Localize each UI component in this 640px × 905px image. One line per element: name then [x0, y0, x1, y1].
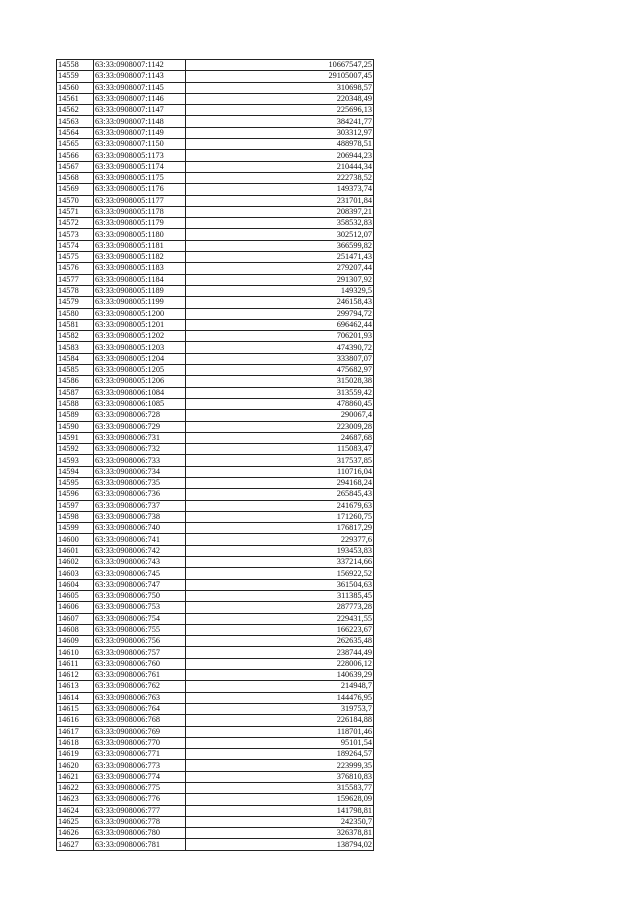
- value-cell: 474390,72: [186, 342, 374, 353]
- value-cell: 238744,49: [186, 647, 374, 658]
- value-cell: 193453,83: [186, 545, 374, 556]
- value-cell: 475682,97: [186, 365, 374, 376]
- value-cell: 279207,44: [186, 263, 374, 274]
- table-row: [57, 760, 374, 771]
- table-row: [57, 240, 374, 251]
- row-number-cell: 14617: [57, 726, 94, 737]
- table-row: [57, 353, 374, 364]
- row-number-cell: 14610: [57, 647, 94, 658]
- cadastral-number-cell: 63:33:0908006:768: [94, 715, 186, 726]
- value-cell: 149373,74: [186, 184, 374, 195]
- table-row: [57, 828, 374, 839]
- value-cell: 311385,45: [186, 590, 374, 601]
- row-number-cell: 14577: [57, 274, 94, 285]
- value-cell: 299794,72: [186, 308, 374, 319]
- value-cell: 294168,24: [186, 477, 374, 488]
- cadastral-number-cell: 63:33:0908006:778: [94, 816, 186, 827]
- value-cell: 206944,23: [186, 150, 374, 161]
- row-number-cell: 14567: [57, 161, 94, 172]
- row-number-cell: 14603: [57, 568, 94, 579]
- cadastral-number-cell: 63:33:0908005:1205: [94, 365, 186, 376]
- value-cell: 29105007,45: [186, 71, 374, 82]
- table-row: [57, 477, 374, 488]
- row-number-cell: 14622: [57, 783, 94, 794]
- table-row: [57, 308, 374, 319]
- row-number-cell: 14602: [57, 557, 94, 568]
- value-cell: 229431,55: [186, 613, 374, 624]
- row-number-cell: 14569: [57, 184, 94, 195]
- row-number-cell: 14613: [57, 681, 94, 692]
- value-cell: 140639,29: [186, 670, 374, 681]
- cadastral-number-cell: 63:33:0908006:760: [94, 658, 186, 669]
- table-row: [57, 365, 374, 376]
- table-row: [57, 511, 374, 522]
- cadastral-number-cell: 63:33:0908006:729: [94, 421, 186, 432]
- row-number-cell: 14579: [57, 297, 94, 308]
- table-row: [57, 816, 374, 827]
- row-number-cell: 14586: [57, 376, 94, 387]
- row-number-cell: 14616: [57, 715, 94, 726]
- row-number-cell: 14593: [57, 455, 94, 466]
- cadastral-number-cell: 63:33:0908005:1202: [94, 331, 186, 342]
- table-row: [57, 139, 374, 150]
- cadastral-number-cell: 63:33:0908005:1181: [94, 240, 186, 251]
- cadastral-number-cell: 63:33:0908006:735: [94, 477, 186, 488]
- value-cell: 110716,04: [186, 466, 374, 477]
- row-number-cell: 14604: [57, 579, 94, 590]
- table-row: [57, 545, 374, 556]
- table-row: [57, 274, 374, 285]
- cadastral-number-cell: 63:33:0908006:755: [94, 624, 186, 635]
- row-number-cell: 14558: [57, 60, 94, 71]
- table-row: [57, 398, 374, 409]
- row-number-cell: 14565: [57, 139, 94, 150]
- table-body: [57, 60, 374, 851]
- value-cell: 333807,07: [186, 353, 374, 364]
- cadastral-number-cell: 63:33:0908007:1148: [94, 116, 186, 127]
- cadastral-number-cell: 63:33:0908005:1199: [94, 297, 186, 308]
- row-number-cell: 14606: [57, 602, 94, 613]
- cadastral-number-cell: 63:33:0908007:1145: [94, 82, 186, 93]
- table-row: [57, 82, 374, 93]
- cadastral-number-cell: 63:33:0908006:770: [94, 737, 186, 748]
- table-row: [57, 771, 374, 782]
- row-number-cell: 14570: [57, 195, 94, 206]
- table-row: [57, 489, 374, 500]
- table-row: [57, 670, 374, 681]
- table-row: [57, 93, 374, 104]
- cadastral-number-cell: 63:33:0908006:731: [94, 432, 186, 443]
- cadastral-number-cell: 63:33:0908007:1147: [94, 105, 186, 116]
- cadastral-number-cell: 63:33:0908005:1184: [94, 274, 186, 285]
- row-number-cell: 14587: [57, 387, 94, 398]
- value-cell: 315028,38: [186, 376, 374, 387]
- cadastral-number-cell: 63:33:0908006:781: [94, 839, 186, 850]
- value-cell: 149329,5: [186, 285, 374, 296]
- table-row: [57, 116, 374, 127]
- table-row: [57, 455, 374, 466]
- cadastral-number-cell: 63:33:0908006:747: [94, 579, 186, 590]
- table-row: [57, 60, 374, 71]
- cadastral-number-cell: 63:33:0908006:728: [94, 410, 186, 421]
- value-cell: 156922,52: [186, 568, 374, 579]
- row-number-cell: 14623: [57, 794, 94, 805]
- value-cell: 208397,21: [186, 206, 374, 217]
- row-number-cell: 14595: [57, 477, 94, 488]
- row-number-cell: 14592: [57, 444, 94, 455]
- row-number-cell: 14624: [57, 805, 94, 816]
- value-cell: 223999,35: [186, 760, 374, 771]
- cadastral-number-cell: 63:33:0908006:756: [94, 636, 186, 647]
- value-cell: 302512,07: [186, 229, 374, 240]
- value-cell: 225696,13: [186, 105, 374, 116]
- table-row: [57, 71, 374, 82]
- value-cell: 358532,83: [186, 218, 374, 229]
- row-number-cell: 14583: [57, 342, 94, 353]
- table-row: [57, 150, 374, 161]
- cadastral-number-cell: 63:33:0908006:773: [94, 760, 186, 771]
- row-number-cell: 14608: [57, 624, 94, 635]
- value-cell: 189264,57: [186, 749, 374, 760]
- row-number-cell: 14561: [57, 93, 94, 104]
- row-number-cell: 14573: [57, 229, 94, 240]
- table-row: [57, 749, 374, 760]
- row-number-cell: 14559: [57, 71, 94, 82]
- row-number-cell: 14605: [57, 590, 94, 601]
- row-number-cell: 14581: [57, 319, 94, 330]
- value-cell: 337214,66: [186, 557, 374, 568]
- row-number-cell: 14589: [57, 410, 94, 421]
- value-cell: 223009,28: [186, 421, 374, 432]
- table-row: [57, 319, 374, 330]
- row-number-cell: 14598: [57, 511, 94, 522]
- row-number-cell: 14591: [57, 432, 94, 443]
- row-number-cell: 14578: [57, 285, 94, 296]
- value-cell: 220348,49: [186, 93, 374, 104]
- value-cell: 228006,12: [186, 658, 374, 669]
- table-row: [57, 172, 374, 183]
- cadastral-number-cell: 63:33:0908006:736: [94, 489, 186, 500]
- table-row: [57, 590, 374, 601]
- value-cell: 290067,4: [186, 410, 374, 421]
- cadastral-number-cell: 63:33:0908005:1189: [94, 285, 186, 296]
- row-number-cell: 14563: [57, 116, 94, 127]
- row-number-cell: 14607: [57, 613, 94, 624]
- cadastral-value-table: [56, 59, 374, 851]
- value-cell: 210444,34: [186, 161, 374, 172]
- table-row: [57, 839, 374, 850]
- row-number-cell: 14568: [57, 172, 94, 183]
- cadastral-number-cell: 63:33:0908006:763: [94, 692, 186, 703]
- table-row: [57, 127, 374, 138]
- table-row: [57, 783, 374, 794]
- value-cell: 95101,54: [186, 737, 374, 748]
- cadastral-number-cell: 63:33:0908006:734: [94, 466, 186, 477]
- row-number-cell: 14619: [57, 749, 94, 760]
- table-row: [57, 647, 374, 658]
- table-row: [57, 331, 374, 342]
- table-row: [57, 602, 374, 613]
- value-cell: 24687,68: [186, 432, 374, 443]
- row-number-cell: 14614: [57, 692, 94, 703]
- value-cell: 313559,42: [186, 387, 374, 398]
- row-number-cell: 14560: [57, 82, 94, 93]
- cadastral-number-cell: 63:33:0908005:1173: [94, 150, 186, 161]
- row-number-cell: 14597: [57, 500, 94, 511]
- cadastral-number-cell: 63:33:0908006:743: [94, 557, 186, 568]
- value-cell: 246158,43: [186, 297, 374, 308]
- value-cell: 384241,77: [186, 116, 374, 127]
- row-number-cell: 14582: [57, 331, 94, 342]
- table-row: [57, 376, 374, 387]
- table-row: [57, 252, 374, 263]
- row-number-cell: 14575: [57, 252, 94, 263]
- value-cell: 231701,84: [186, 195, 374, 206]
- cadastral-number-cell: 63:33:0908005:1175: [94, 172, 186, 183]
- cadastral-number-cell: 63:33:0908007:1149: [94, 127, 186, 138]
- cadastral-number-cell: 63:33:0908005:1178: [94, 206, 186, 217]
- value-cell: 226184,88: [186, 715, 374, 726]
- cadastral-number-cell: 63:33:0908005:1176: [94, 184, 186, 195]
- value-cell: 242350,7: [186, 816, 374, 827]
- row-number-cell: 14590: [57, 421, 94, 432]
- value-cell: 376810,83: [186, 771, 374, 782]
- table-row: [57, 579, 374, 590]
- cadastral-number-cell: 63:33:0908005:1201: [94, 319, 186, 330]
- table-row: [57, 534, 374, 545]
- cadastral-number-cell: 63:33:0908006:757: [94, 647, 186, 658]
- row-number-cell: 14571: [57, 206, 94, 217]
- cadastral-number-cell: 63:33:0908006:774: [94, 771, 186, 782]
- cadastral-number-cell: 63:33:0908006:753: [94, 602, 186, 613]
- table-row: [57, 387, 374, 398]
- value-cell: 310698,57: [186, 82, 374, 93]
- row-number-cell: 14580: [57, 308, 94, 319]
- cadastral-number-cell: 63:33:0908007:1150: [94, 139, 186, 150]
- cadastral-number-cell: 63:33:0908006:732: [94, 444, 186, 455]
- row-number-cell: 14620: [57, 760, 94, 771]
- value-cell: 706201,93: [186, 331, 374, 342]
- value-cell: 478860,45: [186, 398, 374, 409]
- value-cell: 176817,29: [186, 523, 374, 534]
- row-number-cell: 14618: [57, 737, 94, 748]
- table-row: [57, 613, 374, 624]
- value-cell: 141798,81: [186, 805, 374, 816]
- cadastral-number-cell: 63:33:0908007:1143: [94, 71, 186, 82]
- cadastral-number-cell: 63:33:0908005:1177: [94, 195, 186, 206]
- cadastral-number-cell: 63:33:0908005:1203: [94, 342, 186, 353]
- cadastral-number-cell: 63:33:0908006:780: [94, 828, 186, 839]
- cadastral-number-cell: 63:33:0908006:775: [94, 783, 186, 794]
- cadastral-number-cell: 63:33:0908006:733: [94, 455, 186, 466]
- table-row: [57, 726, 374, 737]
- table-row: [57, 692, 374, 703]
- row-number-cell: 14609: [57, 636, 94, 647]
- table-row: [57, 161, 374, 172]
- cadastral-number-cell: 63:33:0908006:742: [94, 545, 186, 556]
- cadastral-number-cell: 63:33:0908006:777: [94, 805, 186, 816]
- cadastral-number-cell: 63:33:0908006:764: [94, 703, 186, 714]
- row-number-cell: 14625: [57, 816, 94, 827]
- table-row: [57, 263, 374, 274]
- value-cell: 315583,77: [186, 783, 374, 794]
- table-row: [57, 229, 374, 240]
- value-cell: 118701,46: [186, 726, 374, 737]
- value-cell: 265845,43: [186, 489, 374, 500]
- value-cell: 291307,92: [186, 274, 374, 285]
- table-row: [57, 715, 374, 726]
- value-cell: 144476,95: [186, 692, 374, 703]
- cadastral-number-cell: 63:33:0908006:762: [94, 681, 186, 692]
- row-number-cell: 14612: [57, 670, 94, 681]
- cadastral-number-cell: 63:33:0908005:1174: [94, 161, 186, 172]
- cadastral-number-cell: 63:33:0908006:745: [94, 568, 186, 579]
- value-cell: 222738,52: [186, 172, 374, 183]
- table-row: [57, 105, 374, 116]
- row-number-cell: 14621: [57, 771, 94, 782]
- value-cell: 361504,63: [186, 579, 374, 590]
- row-number-cell: 14601: [57, 545, 94, 556]
- value-cell: 229377,6: [186, 534, 374, 545]
- table-row: [57, 195, 374, 206]
- value-cell: 696462,44: [186, 319, 374, 330]
- table-row: [57, 184, 374, 195]
- row-number-cell: 14588: [57, 398, 94, 409]
- value-cell: 366599,82: [186, 240, 374, 251]
- row-number-cell: 14564: [57, 127, 94, 138]
- table-row: [57, 410, 374, 421]
- value-cell: 251471,43: [186, 252, 374, 263]
- row-number-cell: 14615: [57, 703, 94, 714]
- row-number-cell: 14596: [57, 489, 94, 500]
- table-row: [57, 466, 374, 477]
- cadastral-number-cell: 63:33:0908006:750: [94, 590, 186, 601]
- cadastral-number-cell: 63:33:0908005:1206: [94, 376, 186, 387]
- table-row: [57, 794, 374, 805]
- value-cell: 171260,75: [186, 511, 374, 522]
- row-number-cell: 14627: [57, 839, 94, 850]
- cadastral-number-cell: 63:33:0908005:1180: [94, 229, 186, 240]
- cadastral-number-cell: 63:33:0908006:740: [94, 523, 186, 534]
- value-cell: 214948,7: [186, 681, 374, 692]
- table-row: [57, 681, 374, 692]
- cadastral-number-cell: 63:33:0908006:771: [94, 749, 186, 760]
- table-row: [57, 444, 374, 455]
- value-cell: 303312,97: [186, 127, 374, 138]
- cadastral-number-cell: 63:33:0908005:1183: [94, 263, 186, 274]
- row-number-cell: 14599: [57, 523, 94, 534]
- row-number-cell: 14600: [57, 534, 94, 545]
- cadastral-number-cell: 63:33:0908006:738: [94, 511, 186, 522]
- table-row: [57, 737, 374, 748]
- table-row: [57, 432, 374, 443]
- table-row: [57, 523, 374, 534]
- cadastral-number-cell: 63:33:0908006:737: [94, 500, 186, 511]
- cadastral-number-cell: 63:33:0908006:741: [94, 534, 186, 545]
- value-cell: 241679,63: [186, 500, 374, 511]
- cadastral-number-cell: 63:33:0908005:1200: [94, 308, 186, 319]
- table-row: [57, 342, 374, 353]
- row-number-cell: 14585: [57, 365, 94, 376]
- cadastral-number-cell: 63:33:0908006:776: [94, 794, 186, 805]
- cadastral-number-cell: 63:33:0908006:1084: [94, 387, 186, 398]
- row-number-cell: 14572: [57, 218, 94, 229]
- table-row: [57, 703, 374, 714]
- table-row: [57, 658, 374, 669]
- table-row: [57, 568, 374, 579]
- value-cell: 488978,51: [186, 139, 374, 150]
- cadastral-number-cell: 63:33:0908005:1179: [94, 218, 186, 229]
- cadastral-number-cell: 63:33:0908006:754: [94, 613, 186, 624]
- table-row: [57, 805, 374, 816]
- cadastral-number-cell: 63:33:0908006:761: [94, 670, 186, 681]
- table-row: [57, 624, 374, 635]
- table-row: [57, 206, 374, 217]
- value-cell: 326378,81: [186, 828, 374, 839]
- table-row: [57, 636, 374, 647]
- value-cell: 115083,47: [186, 444, 374, 455]
- row-number-cell: 14584: [57, 353, 94, 364]
- value-cell: 159628,09: [186, 794, 374, 805]
- value-cell: 138794,02: [186, 839, 374, 850]
- row-number-cell: 14574: [57, 240, 94, 251]
- value-cell: 166223,67: [186, 624, 374, 635]
- row-number-cell: 14566: [57, 150, 94, 161]
- table-row: [57, 218, 374, 229]
- row-number-cell: 14562: [57, 105, 94, 116]
- value-cell: 287773,28: [186, 602, 374, 613]
- table-row: [57, 297, 374, 308]
- row-number-cell: 14576: [57, 263, 94, 274]
- table-row: [57, 421, 374, 432]
- table-row: [57, 557, 374, 568]
- cadastral-number-cell: 63:33:0908006:769: [94, 726, 186, 737]
- cadastral-number-cell: 63:33:0908007:1146: [94, 93, 186, 104]
- value-cell: 10667547,25: [186, 60, 374, 71]
- value-cell: 317537,85: [186, 455, 374, 466]
- value-cell: 262635,48: [186, 636, 374, 647]
- row-number-cell: 14626: [57, 828, 94, 839]
- cadastral-number-cell: 63:33:0908006:1085: [94, 398, 186, 409]
- row-number-cell: 14611: [57, 658, 94, 669]
- row-number-cell: 14594: [57, 466, 94, 477]
- table-row: [57, 285, 374, 296]
- cadastral-number-cell: 63:33:0908005:1182: [94, 252, 186, 263]
- value-cell: 319753,7: [186, 703, 374, 714]
- table-row: [57, 500, 374, 511]
- cadastral-number-cell: 63:33:0908007:1142: [94, 60, 186, 71]
- cadastral-number-cell: 63:33:0908005:1204: [94, 353, 186, 364]
